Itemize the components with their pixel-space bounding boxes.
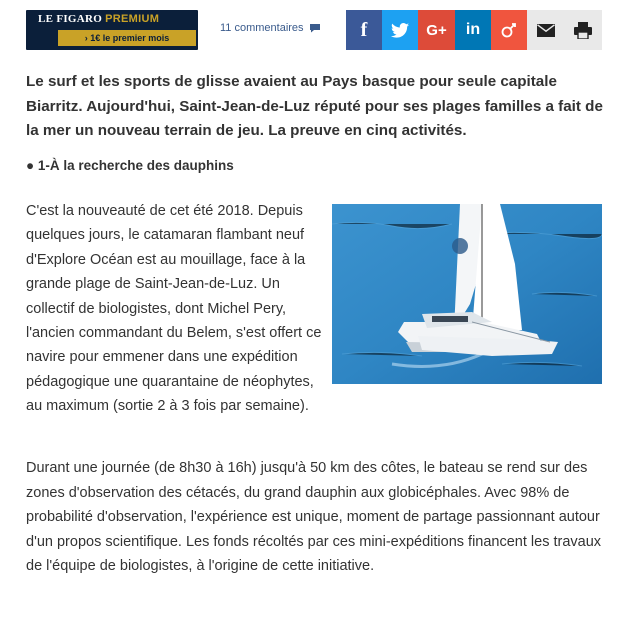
speech-bubble-icon bbox=[309, 23, 321, 33]
share-linkedin-button[interactable] bbox=[455, 10, 491, 50]
section-heading: ● 1-À la recherche des dauphins bbox=[26, 158, 234, 173]
print-button[interactable] bbox=[564, 10, 602, 50]
facebook-icon: f bbox=[360, 18, 368, 41]
catamaran-sailing-photo bbox=[332, 204, 602, 384]
share-facebook-button[interactable] bbox=[346, 10, 382, 50]
share-flipboard-button[interactable] bbox=[491, 10, 527, 50]
share-google-plus-button[interactable] bbox=[418, 10, 455, 50]
share-twitter-button[interactable] bbox=[382, 10, 418, 50]
printer-icon bbox=[574, 22, 592, 39]
twitter-bird-icon bbox=[391, 23, 409, 38]
catamaran-photo bbox=[332, 204, 602, 384]
comments-count: 11 commentaires bbox=[220, 22, 304, 34]
comments-link[interactable] bbox=[220, 22, 321, 34]
figaro-premium-banner[interactable] bbox=[26, 10, 198, 50]
envelope-icon bbox=[537, 24, 555, 37]
premium-cta-button[interactable]: › 1€ le premier mois bbox=[58, 30, 196, 46]
flipboard-icon bbox=[501, 22, 517, 38]
premium-brand: LE FIGARO PREMIUM bbox=[38, 13, 160, 25]
share-email-button[interactable] bbox=[527, 10, 564, 50]
article-paragraph-2: Durant une journée (de 8h30 à 16h) jusqu'à 50 km des côtes, le bateau se rend sur des zones d'observation des cétacés, du grand dauphin aux globicéphales. Avec 98% de probabilité d'observation, l'expérience est unique, moment de partage passionnant autour d'un propos scientifique. Les fonds récoltés par ces mini-expéditions financent les travaux de l'équipe de biologistes, à l'origine de cette initiative. bbox=[26, 460, 602, 574]
article-paragraph-1: C'est la nouveauté de cet été 2018. Depuis quelques jours, le catamaran flambant neuf d'Explore Océan est au mouillage, face à la grande plage de Saint-Jean-de-Luz. Un collectif de biologistes, dont Michel Pery, l'ancien commandant du Belem, s'est offert ce navire pour emmener dans une expédition pédagogique une quarantaine de néophytes, au maximum (sortie 2 à 3 fois par semaine). bbox=[26, 203, 322, 415]
linkedin-icon: in bbox=[465, 21, 481, 38]
article-toolbar bbox=[0, 0, 644, 56]
article-lead: Le surf et les sports de glisse avaient au Pays basque pour seule capitale Biarritz. Aujourd'hui, Saint-Jean-de-Luz réputé pour ses plages familles a fait de la mer un nouveau terrain de jeu. La preuve en cinq activités. bbox=[26, 73, 603, 139]
google-plus-icon: G+ bbox=[426, 21, 447, 39]
